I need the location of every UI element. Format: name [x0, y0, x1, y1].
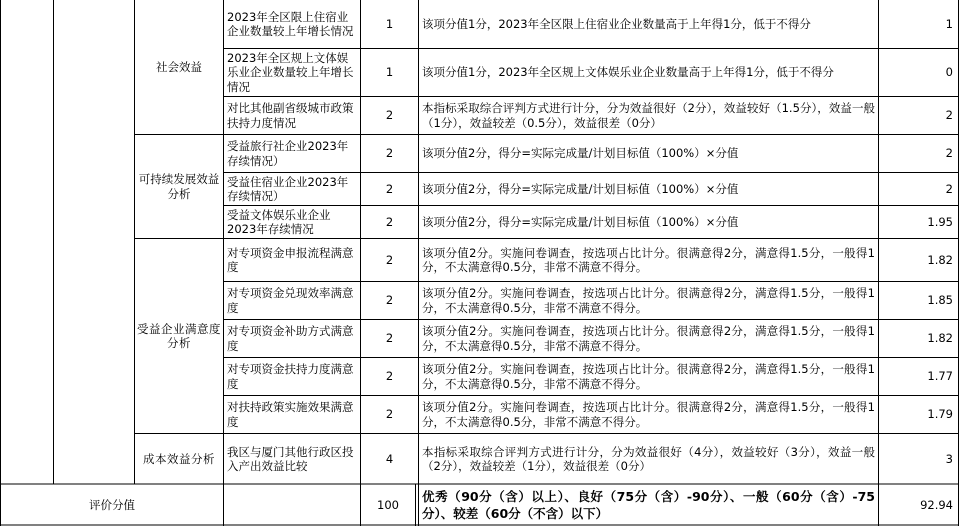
group-cost-benefit: 成本效益分析: [143, 451, 215, 466]
table-row-score: 1: [945, 16, 953, 31]
table-row-indicator: 对扶持政策实施效果满意度: [227, 400, 354, 429]
table-row-score: 1.85: [927, 293, 953, 308]
table-row-indicator: 对专项资金申报流程满意度: [227, 245, 354, 274]
table-row-score: 1.95: [927, 214, 953, 229]
table-row-score: 1.82: [927, 331, 953, 346]
group-sustainable-benefit: 可持续发展效益分析: [138, 172, 220, 201]
table-row-standard: 该项分值2分。实施问卷调查，按选项占比计分。很满意得2分，满意得1.5分，一般得1分，不太满意得0.5分，非常不满意不得分。: [422, 245, 875, 274]
table-row-standard: 该项分值2分。实施问卷调查，按选项占比计分。很满意得2分，满意得1.5分，一般得1分，不太满意得0.5分，非常不满意不得分。: [422, 324, 875, 353]
table-row-standard: 本指标采取综合评判方式进行计分，分为效益很好（2分），效益较好（1.5分），效益一般（1分），效益较差（0.5分），效益很差（0分）: [422, 101, 875, 130]
table-row-standard: 本指标采取综合评判方式进行计分，分为效益很好（4分），效益较好（3分），效益一般（2分），效益较差（1分），效益很差（0分）: [422, 444, 875, 473]
table-row-indicator: 受益旅行社企业2023年存续情况）: [227, 139, 349, 168]
table-row-weight: 2: [385, 331, 394, 346]
table-row-indicator: 对专项资金扶持力度满意度: [227, 362, 354, 391]
group-satisfaction: 受益企业满意度分析: [137, 321, 221, 350]
table-row-weight: 2: [385, 252, 394, 267]
table-row-indicator: 2023年全区规上文体娱乐业企业数量较上年增长情况: [227, 50, 354, 94]
footer-label: 评价分值: [89, 497, 135, 512]
table-row-weight: 2: [385, 369, 394, 384]
table-row-indicator: 2023年全区限上住宿业企业数量较上年增长情况: [227, 9, 354, 38]
table-row-standard: 该项分值1分，2023年全区限上住宿业企业数量高于上年得1分，低于不得分: [422, 16, 811, 31]
table-row-indicator: 对专项资金兑现效率满意度: [227, 286, 354, 315]
table-row-indicator: 我区与厦门其他行政区投入产出效益比较: [227, 444, 354, 473]
table-row-indicator: 对比其他副省级城市政策扶持力度情况: [227, 101, 354, 130]
table-row-weight: 2: [385, 181, 394, 196]
footer-grade-standard: 优秀（90分（含）以上）、良好（75分（含）-90分）、一般（60分（含）-75分）、较差（60分（不含）以下）: [422, 489, 875, 521]
table-row-standard: 该项分值1分，2023年全区规上文体娱乐业企业数量高于上年得1分，低于不得分: [422, 65, 834, 80]
table-row-score: 2: [945, 108, 953, 123]
table-row-score: 3: [945, 451, 953, 466]
table-row-score: 0: [945, 65, 953, 80]
table-row-standard: 该项分值2分。实施问卷调查，按选项占比计分。很满意得2分，满意得1.5分，一般得1分，不太满意得0.5分，非常不满意不得分。: [422, 362, 875, 391]
table-row-standard: 该项分值2分，得分=实际完成量/计划目标值（100%）×分值: [422, 214, 739, 229]
table-row-weight: 1: [385, 16, 394, 31]
table-row-indicator: 对专项资金补助方式满意度: [227, 324, 354, 353]
table-row-weight: 2: [385, 407, 394, 422]
table-row-weight: 2: [385, 146, 394, 161]
table-row-score: 1.79: [927, 407, 953, 422]
footer-total-score: 92.94: [920, 497, 953, 512]
table-row-weight: 2: [385, 108, 394, 123]
group-social-benefit: 社会效益: [156, 59, 202, 74]
table-row-indicator: 受益文体娱乐业企业2023年存续情况: [227, 207, 331, 236]
table-row-weight: 2: [385, 214, 394, 229]
table-row-weight: 4: [385, 451, 394, 466]
table-row-standard: 该项分值2分，得分=实际完成量/计划目标值（100%）×分值: [422, 146, 739, 161]
table-row-score: 1.82: [927, 252, 953, 267]
table-row-standard: 该项分值2分。实施问卷调查，按选项占比计分。很满意得2分，满意得1.5分，一般得1分，不太满意得0.5分，非常不满意不得分。: [422, 400, 875, 429]
table-row-standard: 该项分值2分，得分=实际完成量/计划目标值（100%）×分值: [422, 181, 739, 196]
table-row-score: 2: [945, 146, 953, 161]
footer-weight: 100: [377, 497, 399, 512]
table-row-score: 2: [945, 181, 953, 196]
table-row-indicator: 受益住宿业企业2023年存续情况）: [227, 174, 349, 203]
table-row-standard: 该项分值2分。实施问卷调查，按选项占比计分。很满意得2分，满意得1.5分，一般得1分，不太满意得0.5分，非常不满意不得分。: [422, 286, 875, 315]
table-row-weight: 1: [385, 65, 394, 80]
table-row-score: 1.77: [927, 369, 953, 384]
table-row-weight: 2: [385, 293, 394, 308]
